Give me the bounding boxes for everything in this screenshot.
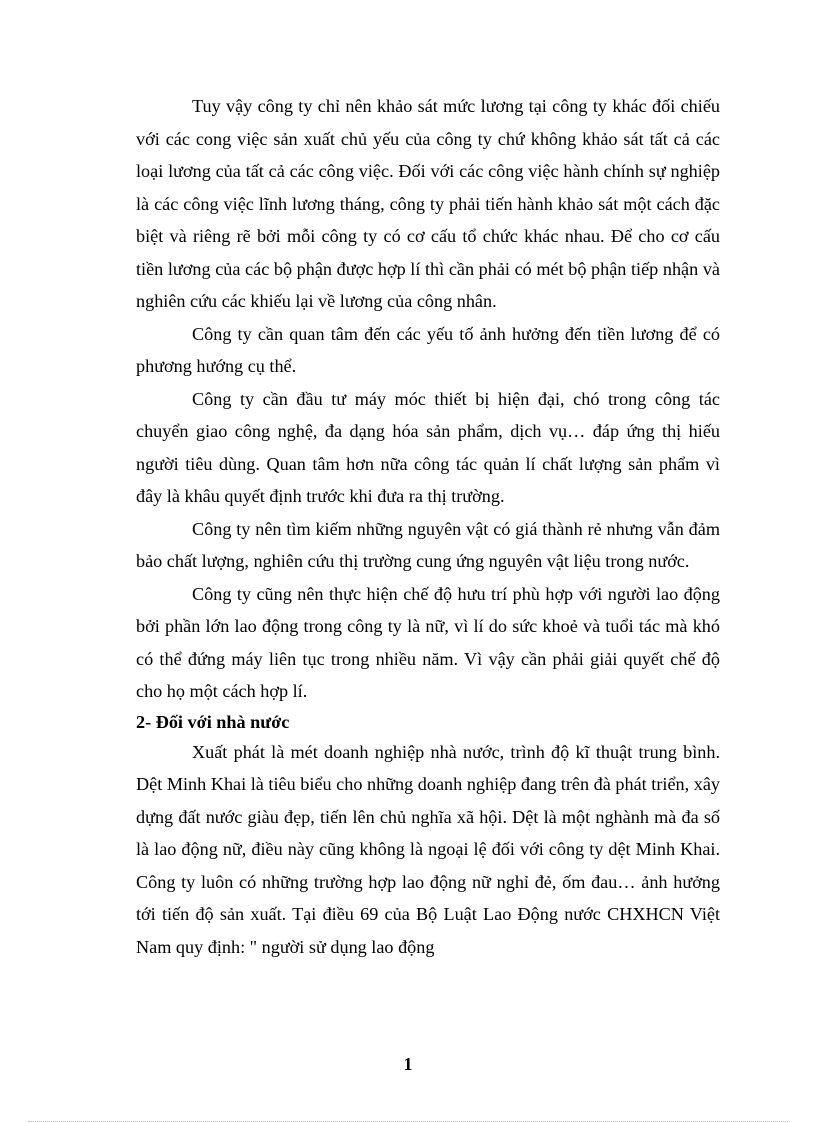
- page-bottom-divider: [28, 1121, 788, 1122]
- paragraph-state-recommendations: Xuất phát là mét doanh nghiệp nhà nước, trình độ kĩ thuật trung bình. Dệt Minh Khai là tiêu biểu cho những doanh nghiệp đang trên đà phát triển, xây dựng đất nước giàu đẹp, tiến lên chủ nghĩa xã hội. Dệt là một nghành mà đa số là lao động nữ, điều này cũng không là ngoại lệ đối với công ty dệt Minh Khai. Công ty luôn có những trường hợp lao động nữ nghỉ đẻ, ốm đau… ảnh hưởng tới tiến độ sản xuất. Tại điều 69 của Bộ Luật Lao Động nước CHXHCN Việt Nam quy định: " người sử dụng lao động: [136, 741, 720, 957]
- paragraph-equipment-investment: Công ty cần đầu tư máy móc thiết bị hiện đại, chó trong công tác chuyển giao công nghệ, đa dạng hóa sản phẩm, dịch vụ… đáp ứng thị hiếu người tiêu dùng. Quan tâm hơn nữa công tác quản lí chất lượng sản phẩm vì đây là khâu quyết định trước khi đưa ra thị trường.: [136, 388, 720, 506]
- paragraph-salary-survey: Tuy vậy công ty chỉ nên khảo sát mức lương tại công ty khác đối chiếu với các cong việc sản xuất chủ yếu của công ty chứ không khảo sát tất cả các loại lương của tất cả các công việc. Đối với các công việc hành chính sự nghiệp là các công việc lĩnh lương tháng, công ty phải tiến hành khảo sát một cách đặc biệt và riêng rẽ bởi mỗi công ty có cơ cấu tổ chức khác nhau. Để cho cơ cấu tiền lương của các bộ phận được hợp lí thì cần phải có mét bộ phận tiếp nhận và nghiên cứu các khiếu lại về lương của công nhân.: [136, 96, 720, 311]
- paragraph-materials: Công ty nên tìm kiếm những nguyên vật có giá thành rẻ nhưng vẫn đảm bảo chất lượng, nghiên cứu thị trường cung ứng nguyên vật liệu trong nước.: [136, 518, 720, 571]
- paragraph-retirement: Công ty cũng nên thực hiện chế độ hưu trí phù hợp với người lao động bởi phần lớn lao động trong công ty là nữ, vì lí do sức khoẻ và tuổi tác mà khó có thể đứng máy liên tục trong nhiều năm. Vì vậy cần phải giải quyết chế độ cho họ một cách hợp lí.: [136, 583, 720, 701]
- page-body: [136, 90, 720, 963]
- paragraph-salary-factors: Công ty cần quan tâm đến các yếu tố ảnh hưởng đến tiền lương để có phương hướng cụ thể.: [136, 323, 720, 376]
- section-heading: 2- Đối với nhà nước: [136, 711, 290, 732]
- page-number: 1: [403, 1054, 413, 1074]
